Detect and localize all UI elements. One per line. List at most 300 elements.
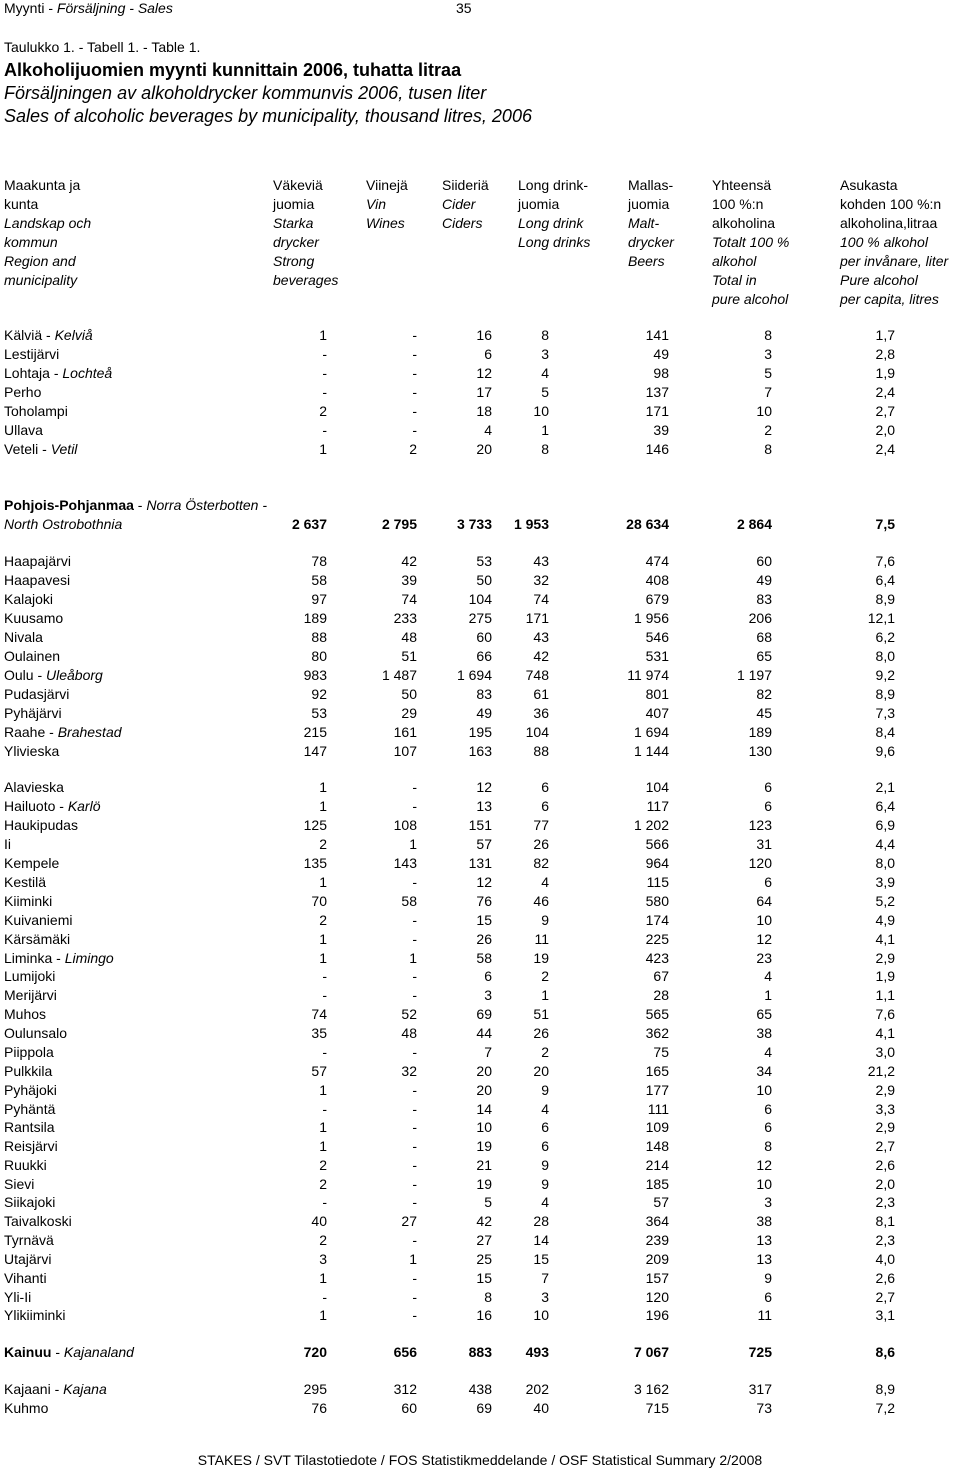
row-label: Utajärvi	[4, 1251, 52, 1267]
table-cell: 2,6	[875, 1157, 895, 1173]
table-cell: 8,6	[875, 1344, 895, 1360]
row-label: Alavieska	[4, 779, 64, 795]
table-cell: 49	[476, 705, 492, 721]
table-cell: 57	[476, 836, 492, 852]
table-cell: -	[412, 874, 417, 890]
table-cell: 143	[393, 855, 417, 871]
table-cell: 83	[756, 591, 772, 607]
column-header-cider: Siideriä Cider Ciders	[442, 177, 489, 231]
row-label: Raahe - Brahestad	[4, 724, 122, 740]
table-cell: -	[322, 1289, 327, 1305]
row-label: North Ostrobothnia	[4, 516, 123, 532]
table-cell: 130	[748, 743, 772, 759]
row-label: Oulainen	[4, 648, 61, 664]
table-row	[0, 1043, 960, 1062]
page-footer: STAKES / SVT Tilastotiedote / FOS Statistikmeddelande / OSF Statistical Summary 2/2008	[197, 1452, 763, 1468]
row-label: Taivalkoski	[4, 1213, 72, 1229]
table-cell: 10	[533, 1307, 549, 1323]
table-cell: 32	[401, 1063, 417, 1079]
table-cell: 1,9	[875, 968, 895, 984]
table-cell: 65	[756, 648, 772, 664]
table-cell: 88	[311, 629, 327, 645]
table-cell: 2,1	[875, 779, 895, 795]
table-row	[0, 1137, 960, 1156]
table-row	[0, 1081, 960, 1100]
row-label: Perho	[4, 384, 42, 400]
table-cell: 83	[476, 686, 492, 702]
header-section-title: Myynti - Försäljning - Sales	[4, 0, 173, 16]
table-cell: 69	[476, 1400, 492, 1416]
table-cell: 15	[533, 1251, 549, 1267]
table-cell: 7	[484, 1044, 492, 1060]
table-cell: 8,1	[875, 1213, 895, 1229]
table-cell: -	[322, 365, 327, 381]
table-cell: 7 067	[633, 1344, 669, 1360]
table-cell: 51	[533, 1006, 549, 1022]
table-cell: 565	[645, 1006, 669, 1022]
table-cell: 408	[645, 572, 669, 588]
table-cell: 2	[541, 968, 549, 984]
table-cell: 88	[533, 743, 549, 759]
row-label: Ii	[4, 836, 11, 852]
table-cell: 20	[533, 1063, 549, 1079]
table-cell: -	[412, 1119, 417, 1135]
table-cell: 2	[319, 1176, 327, 1192]
row-label: Pudasjärvi	[4, 686, 70, 702]
table-cell: -	[412, 1157, 417, 1173]
table-cell: 801	[645, 686, 669, 702]
table-cell: -	[412, 1101, 417, 1117]
table-cell: 10	[756, 912, 772, 928]
table-cell: 1	[319, 1307, 327, 1323]
table-cell: 8,4	[875, 724, 895, 740]
table-cell: 4	[484, 422, 492, 438]
table-cell: -	[412, 1232, 417, 1248]
row-label: Kestilä	[4, 874, 47, 890]
table-cell: 52	[401, 1006, 417, 1022]
table-row	[0, 571, 960, 590]
row-label: Reisjärvi	[4, 1138, 58, 1154]
table-cell: 50	[401, 686, 417, 702]
table-cell: 28 634	[626, 516, 669, 532]
table-cell: 275	[468, 610, 492, 626]
table-cell: 2 637	[291, 516, 327, 532]
table-cell: 2,9	[875, 950, 895, 966]
column-header-long-drinks: Long drink- juomia Long drink Long drinks	[518, 177, 591, 250]
table-cell: 6	[764, 874, 772, 890]
table-cell: -	[412, 779, 417, 795]
row-label: Pyhäjoki	[4, 1082, 57, 1098]
table-row	[0, 911, 960, 930]
table-cell: 1,1	[875, 987, 895, 1003]
table-cell: 3	[764, 346, 772, 362]
table-row	[0, 515, 960, 534]
table-cell: 57	[311, 1063, 327, 1079]
table-cell: 104	[525, 724, 549, 740]
table-cell: 43	[533, 553, 549, 569]
table-cell: 1 197	[736, 667, 772, 683]
table-cell: 131	[468, 855, 492, 871]
table-cell: 239	[645, 1232, 669, 1248]
row-label: Kälviä - Kelviå	[4, 327, 93, 343]
table-cell: 4,9	[875, 912, 895, 928]
table-row	[0, 1100, 960, 1119]
table-cell: 34	[756, 1063, 772, 1079]
table-cell: 531	[645, 648, 669, 664]
table-row	[0, 647, 960, 666]
table-cell: 123	[748, 817, 772, 833]
table-cell: 6	[541, 798, 549, 814]
table-cell: -	[412, 1289, 417, 1305]
table-cell: 3	[319, 1251, 327, 1267]
table-cell: 82	[533, 855, 549, 871]
table-cell: 20	[476, 441, 492, 457]
table-cell: 1	[319, 950, 327, 966]
table-cell: 883	[468, 1344, 492, 1360]
table-cell: -	[412, 968, 417, 984]
table-cell: 141	[645, 327, 669, 343]
table-cell: 163	[468, 743, 492, 759]
table-cell: 25	[476, 1251, 492, 1267]
table-cell: -	[412, 1044, 417, 1060]
table-cell: 9	[541, 1157, 549, 1173]
table-row	[0, 835, 960, 854]
table-row	[0, 685, 960, 704]
row-label: Hailuoto - Karlö	[4, 798, 101, 814]
table-cell: 92	[311, 686, 327, 702]
row-label: Ruukki	[4, 1157, 47, 1173]
table-cell: 1,9	[875, 365, 895, 381]
table-cell: -	[322, 1101, 327, 1117]
table-row	[0, 892, 960, 911]
table-row	[0, 816, 960, 835]
table-cell: 1 202	[633, 817, 669, 833]
table-cell: 12,1	[867, 610, 895, 626]
table-cell: 3	[541, 346, 549, 362]
table-cell: 28	[653, 987, 669, 1003]
table-cell: 108	[393, 817, 417, 833]
table-cell: -	[322, 422, 327, 438]
table-cell: 27	[401, 1213, 417, 1229]
table-cell: 171	[645, 403, 669, 419]
table-cell: 206	[748, 610, 772, 626]
running-header	[4, 0, 504, 20]
row-label: Kainuu - Kajanaland	[4, 1344, 134, 1360]
table-cell: 1	[319, 874, 327, 890]
table-cell: 38	[756, 1213, 772, 1229]
table-cell: 177	[645, 1082, 669, 1098]
table-cell: 2 864	[736, 516, 772, 532]
row-label: Kärsämäki	[4, 931, 71, 947]
table-row	[0, 797, 960, 816]
table-row	[0, 590, 960, 609]
table-cell: 546	[645, 629, 669, 645]
table-cell: 5	[764, 365, 772, 381]
table-cell: 656	[393, 1344, 417, 1360]
table-cell: 69	[476, 1006, 492, 1022]
table-cell: 1	[319, 798, 327, 814]
table-cell: 679	[645, 591, 669, 607]
table-cell: 6	[541, 779, 549, 795]
table-cell: 6	[764, 1119, 772, 1135]
table-cell: -	[412, 1270, 417, 1286]
table-cell: 312	[393, 1381, 417, 1397]
table-row	[0, 1212, 960, 1231]
table-cell: 76	[476, 893, 492, 909]
table-cell: 3,9	[875, 874, 895, 890]
table-row	[0, 873, 960, 892]
row-label: Kempele	[4, 855, 60, 871]
table-cell: 5	[541, 384, 549, 400]
table-row	[0, 1250, 960, 1269]
table-row	[0, 552, 960, 571]
table-cell: 23	[756, 950, 772, 966]
table-cell: 720	[303, 1344, 327, 1360]
table-cell: -	[412, 798, 417, 814]
table-row	[0, 1399, 960, 1418]
table-cell: 1	[319, 1138, 327, 1154]
table-cell: 43	[533, 629, 549, 645]
table-row	[0, 440, 960, 459]
row-label: Yli-Ii	[4, 1289, 32, 1305]
table-cell: 27	[476, 1232, 492, 1248]
column-header-spirits: Väkeviä juomia Starka drycker Strong beverages	[273, 177, 339, 288]
table-cell: 407	[645, 705, 669, 721]
table-cell: 26	[533, 1025, 549, 1041]
table-cell: 40	[311, 1213, 327, 1229]
table-cell: 10	[756, 1176, 772, 1192]
table-cell: 15	[476, 1270, 492, 1286]
table-cell: 1	[319, 327, 327, 343]
table-cell: 1	[319, 931, 327, 947]
table-cell: 295	[303, 1381, 327, 1397]
table-cell: 109	[645, 1119, 669, 1135]
table-cell: 44	[476, 1025, 492, 1041]
table-cell: -	[412, 327, 417, 343]
table-row	[0, 628, 960, 647]
table-cell: -	[322, 968, 327, 984]
table-cell: 2	[319, 836, 327, 852]
row-label: Piippola	[4, 1044, 54, 1060]
table-cell: 2,7	[875, 403, 895, 419]
table-cell: 9	[541, 912, 549, 928]
table-cell: 12	[476, 779, 492, 795]
table-cell: 566	[645, 836, 669, 852]
table-cell: 53	[476, 553, 492, 569]
table-cell: 3 733	[456, 516, 492, 532]
table-cell: 98	[653, 365, 669, 381]
table-cell: 10	[533, 403, 549, 419]
table-cell: 18	[476, 403, 492, 419]
table-cell: 20	[476, 1063, 492, 1079]
table-row	[0, 1343, 960, 1362]
table-cell: 146	[645, 441, 669, 457]
table-cell: 9	[541, 1176, 549, 1192]
table-row	[0, 1005, 960, 1024]
table-cell: 209	[645, 1251, 669, 1267]
table-cell: 4	[541, 874, 549, 890]
table-cell: 65	[756, 1006, 772, 1022]
table-row	[0, 778, 960, 797]
table-cell: 2,9	[875, 1119, 895, 1135]
row-label: Liminka - Limingo	[4, 950, 114, 966]
table-cell: 73	[756, 1400, 772, 1416]
table-cell: 6,4	[875, 798, 895, 814]
table-cell: 1	[319, 1270, 327, 1286]
table-row	[0, 1175, 960, 1194]
table-cell: 16	[476, 1307, 492, 1323]
table-row	[0, 854, 960, 873]
table-cell: 364	[645, 1213, 669, 1229]
table-cell: 38	[756, 1025, 772, 1041]
table-cell: 19	[533, 950, 549, 966]
table-cell: -	[412, 365, 417, 381]
table-cell: 474	[645, 553, 669, 569]
row-label: Haapajärvi	[4, 553, 71, 569]
table-cell: 8,9	[875, 1381, 895, 1397]
table-cell: 9,6	[875, 743, 895, 759]
table-cell: 28	[533, 1213, 549, 1229]
table-cell: 4	[541, 1194, 549, 1210]
table-cell: 1	[409, 1251, 417, 1267]
table-cell: 4,1	[875, 931, 895, 947]
table-cell: 6,4	[875, 572, 895, 588]
table-cell: 964	[645, 855, 669, 871]
table-cell: 120	[645, 1289, 669, 1305]
table-cell: 36	[533, 705, 549, 721]
table-row	[0, 383, 960, 402]
table-cell: 7	[541, 1270, 549, 1286]
table-cell: 2	[409, 441, 417, 457]
table-cell: 9	[541, 1082, 549, 1098]
table-cell: 157	[645, 1270, 669, 1286]
table-cell: 2,4	[875, 384, 895, 400]
row-label: Rantsila	[4, 1119, 55, 1135]
table-cell: 8	[764, 1138, 772, 1154]
table-cell: 6	[764, 1289, 772, 1305]
table-cell: 8	[541, 441, 549, 457]
row-label: Veteli - Vetil	[4, 441, 78, 457]
table-cell: 14	[476, 1101, 492, 1117]
table-cell: 117	[646, 798, 669, 814]
table-cell: 9	[764, 1270, 772, 1286]
table-cell: 7	[764, 384, 772, 400]
table-cell: 21,2	[867, 1063, 895, 1079]
table-cell: -	[412, 403, 417, 419]
table-cell: 1	[541, 987, 549, 1003]
table-row	[0, 723, 960, 742]
table-cell: -	[412, 987, 417, 1003]
table-cell: 4	[541, 1101, 549, 1117]
table-cell: 1	[319, 1082, 327, 1098]
table-row	[0, 364, 960, 383]
table-cell: 49	[756, 572, 772, 588]
table-cell: 7,5	[875, 516, 895, 532]
row-label: Muhos	[4, 1006, 47, 1022]
table-cell: 64	[756, 893, 772, 909]
table-cell: -	[322, 346, 327, 362]
table-cell: 1,7	[875, 327, 895, 343]
table-cell: 115	[646, 874, 669, 890]
row-label: Pyhäjärvi	[4, 705, 62, 721]
table-row	[0, 1024, 960, 1043]
table-cell: 9,2	[875, 667, 895, 683]
row-label: Pulkkila	[4, 1063, 53, 1079]
table-cell: 14	[533, 1232, 549, 1248]
row-label: Sievi	[4, 1176, 35, 1192]
table-cell: 17	[476, 384, 492, 400]
table-row	[0, 496, 960, 515]
table-cell: 45	[756, 705, 772, 721]
row-label: Kalajoki	[4, 591, 54, 607]
row-label: Pyhäntä	[4, 1101, 56, 1117]
table-cell: 12	[476, 874, 492, 890]
table-cell: 60	[476, 629, 492, 645]
table-cell: 1 487	[381, 667, 417, 683]
table-cell: 1	[541, 422, 549, 438]
table-cell: 74	[533, 591, 549, 607]
table-row	[0, 1156, 960, 1175]
table-cell: 6,2	[875, 629, 895, 645]
table-cell: 35	[311, 1025, 327, 1041]
table-cell: 983	[303, 667, 327, 683]
table-row	[0, 986, 960, 1005]
table-cell: 580	[645, 893, 669, 909]
table-cell: 12	[756, 1157, 772, 1173]
table-row	[0, 949, 960, 968]
table-cell: 2,3	[875, 1194, 895, 1210]
table-cell: 42	[401, 553, 417, 569]
table-cell: 58	[401, 893, 417, 909]
table-cell: 2,9	[875, 1082, 895, 1098]
table-row	[0, 345, 960, 364]
table-cell: 39	[401, 572, 417, 588]
table-cell: -	[412, 384, 417, 400]
table-cell: 2,8	[875, 346, 895, 362]
table-cell: 148	[645, 1138, 669, 1154]
page-number: 35	[456, 0, 472, 16]
table-cell: 1	[319, 779, 327, 795]
table-cell: 7,2	[875, 1400, 895, 1416]
row-label: Kajaani - Kajana	[4, 1381, 107, 1397]
table-cell: 3,1	[875, 1307, 895, 1323]
table-cell: 75	[653, 1044, 669, 1060]
table-cell: 4,0	[875, 1251, 895, 1267]
table-cell: 151	[468, 817, 492, 833]
table-cell: 68	[756, 629, 772, 645]
table-title-finnish: Alkoholijuomien myynti kunnittain 2006, tuhatta litraa	[4, 60, 462, 80]
table-cell: 82	[756, 686, 772, 702]
table-cell: -	[412, 422, 417, 438]
row-label: Tyrnävä	[4, 1232, 54, 1248]
table-cell: 46	[533, 893, 549, 909]
table-cell: 51	[401, 648, 417, 664]
table-cell: 8	[764, 327, 772, 343]
table-cell: 6	[764, 779, 772, 795]
table-cell: 12	[756, 931, 772, 947]
table-cell: 189	[303, 610, 327, 626]
table-cell: 26	[476, 931, 492, 947]
table-cell: 74	[401, 591, 417, 607]
table-cell: 50	[476, 572, 492, 588]
table-cell: 7,3	[875, 705, 895, 721]
table-cell: 2	[319, 403, 327, 419]
table-cell: 31	[756, 836, 772, 852]
table-cell: 8	[541, 327, 549, 343]
table-cell: 196	[645, 1307, 669, 1323]
table-cell: 67	[653, 968, 669, 984]
table-row	[0, 609, 960, 628]
